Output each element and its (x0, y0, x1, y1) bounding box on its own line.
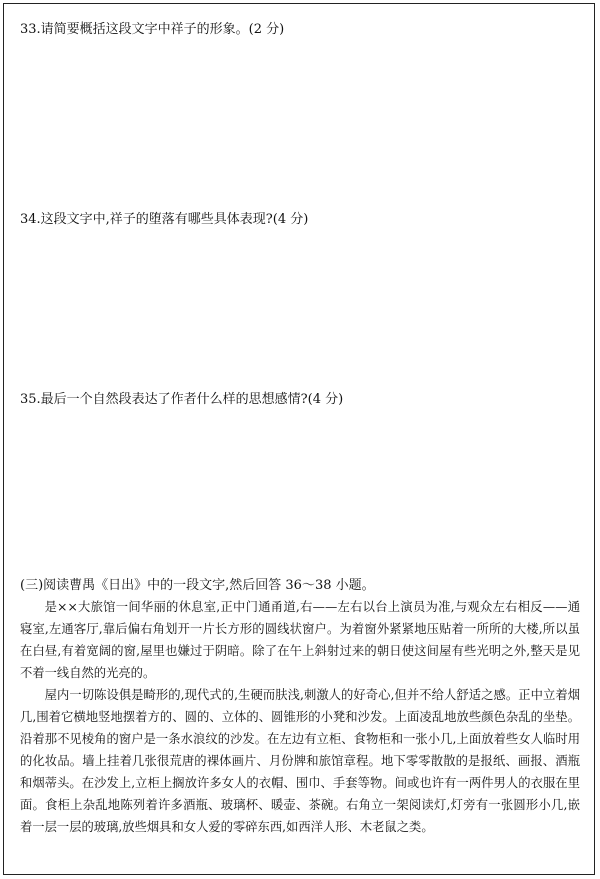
passage-paragraph-1: 是××大旅馆一间华丽的休息室,正中门通甬道,右——左右以台上演员为准,与观众左右相反——通寝室,左通客厅,靠后偏右角划开一片长方形的圆线状窗户。为着窗外紧紧地压贴着一所所的大楼,所以虽在白昼,有着宽阔的窗,屋里也嫌过于阴暗。除了在午上斜射过来的朝日使这间屋有些光明之外,整天是见不着一线自然的光亮的。 (20, 600, 580, 680)
question-33: 33.请简要概括这段文字中祥子的形象。(2 分) (20, 22, 285, 37)
exam-page (3, 3, 595, 875)
question-34: 34.这段文字中,祥子的堕落有哪些具体表现?(4 分) (20, 212, 309, 227)
question-35: 35.最后一个自然段表达了作者什么样的思想感情?(4 分) (20, 392, 344, 407)
section-heading: (三)阅读曹禺《日出》中的一段文字,然后回答 36～38 小题。 (20, 578, 375, 593)
passage-paragraph-2: 屋内一切陈设俱是畸形的,现代式的,生硬而肤浅,刺激人的好奇心,但并不给人舒适之感。正中立着烟几,围着它横地竖地摆着方的、圆的、立体的、圆锥形的小凳和沙发。上面凌乱地放些颜色杂乱的坐垫。沿着那不见棱角的窗户是一条水浪纹的沙发。在左边有立柜、食物柜和一张小几,上面放着些女人临时用的化妆品。墙上挂着几张很荒唐的裸体画片、月份牌和旅馆章程。地下零零散散的是报纸、画报、酒瓶和烟蒂头。在沙发上,立柜上搁放许多女人的衣帽、围巾、手套等物。间或也许有一两件男人的衣服在里面。食柜上杂乱地陈列着许多酒瓶、玻璃杯、暖壶、茶碗。右角立一架阅读灯,灯旁有一张圆形小几,嵌着一层一层的玻璃,放些烟具和女人爱的零碎东西,如西洋人形、木老鼠之类。 (20, 688, 580, 834)
reading-passage (20, 596, 580, 838)
